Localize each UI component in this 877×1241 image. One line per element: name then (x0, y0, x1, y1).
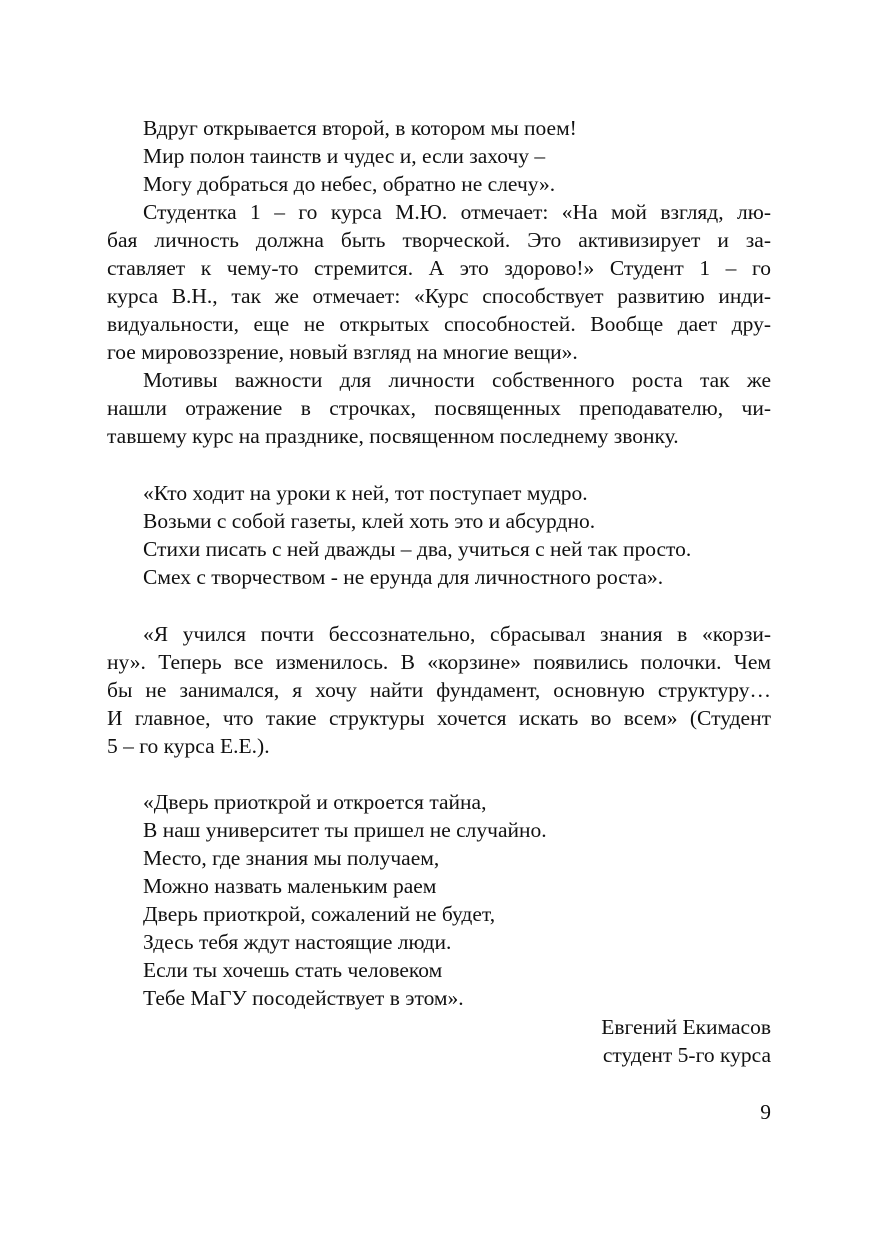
paragraph-line: видуальности, еще не открытых способностей. Вообще дает дру- (107, 312, 771, 336)
poem-line: Можно назвать маленьким раем (143, 874, 437, 898)
poem-line: Тебе МаГУ посодействует в этом». (143, 986, 464, 1010)
quote-line: бы не занимался, я хочу найти фундамент, основную структуру… (107, 678, 771, 702)
poem-line: Вдруг открывается второй, в котором мы поем! (143, 116, 577, 140)
quote-line: И главное, что такие структуры хочется искать во всем» (Студент (107, 706, 771, 730)
quote-line: «Я учился почти бессознательно, сбрасывал знания в «корзи- (143, 622, 771, 646)
poem-line: Мир полон таинств и чудес и, если захочу – (143, 144, 546, 168)
signature-name: Евгений Екимасов (601, 1015, 771, 1039)
paragraph-line: бая личность должна быть творческой. Это активизирует и за- (107, 228, 771, 252)
poem-line: В наш университет ты пришел не случайно. (143, 818, 547, 842)
poem-line: Дверь приоткрой, сожалений не будет, (143, 902, 496, 926)
paragraph-line: ставляет к чему-то стремится. А это здорово!» Студент 1 – го (107, 256, 771, 280)
paragraph-line: тавшему курс на празднике, посвященном последнему звонку. (107, 424, 679, 448)
paragraph-line: Студентка 1 – го курса М.Ю. отмечает: «На мой взгляд, лю- (143, 200, 771, 224)
paragraph-line: курса В.Н., так же отмечает: «Курс способствует развитию инди- (107, 284, 771, 308)
poem-line: Могу добраться до небес, обратно не слечу». (143, 172, 556, 196)
poem-line: Если ты хочешь стать человеком (143, 958, 443, 982)
paragraph-line: Мотивы важности для личности собственного роста так же (143, 368, 771, 392)
poem-line: «Кто ходит на уроки к ней, тот поступает мудро. (143, 481, 588, 505)
poem-line: Место, где знания мы получаем, (143, 846, 440, 870)
poem-line: Возьми с собой газеты, клей хоть это и абсурдно. (143, 509, 596, 533)
poem-line: Здесь тебя ждут настоящие люди. (143, 930, 452, 954)
signature-role: студент 5-го курса (602, 1043, 771, 1067)
paragraph-line: гое мировоззрение, новый взгляд на многие вещи». (107, 340, 578, 364)
quote-line: 5 – го курса Е.Е.). (107, 734, 270, 758)
quote-line: ну». Теперь все изменилось. В «корзине» появились полочки. Чем (107, 650, 771, 674)
poem-line: Стихи писать с ней дважды – два, учиться с ней так просто. (143, 537, 692, 561)
page-number: 9 (760, 1100, 771, 1124)
poem-line: Смех с творчеством - не ерунда для личностного роста». (143, 565, 664, 589)
poem-line: «Дверь приоткрой и откроется тайна, (143, 790, 487, 814)
paragraph-line: нашли отражение в строчках, посвященных преподавателю, чи- (107, 396, 771, 420)
